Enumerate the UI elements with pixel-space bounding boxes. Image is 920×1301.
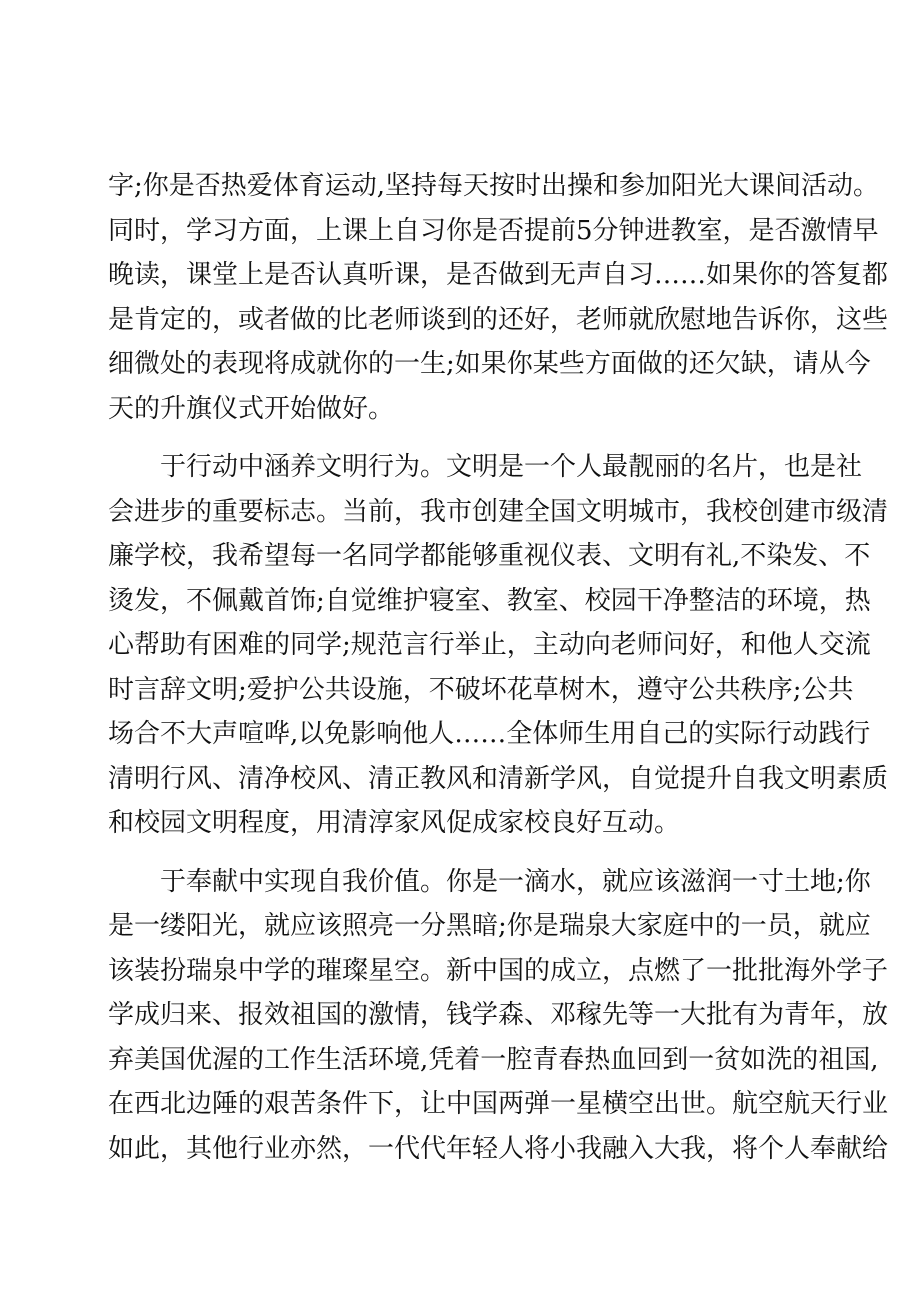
paragraph-gap bbox=[108, 431, 820, 445]
text-line: 场合不大声喧哗,以免影响他人……全体师生用自己的实际行动践行 bbox=[108, 719, 871, 749]
text-line: 是肯定的，或者做的比老师谈到的还好，老师就欣慰地告诉你，这些 bbox=[108, 304, 889, 335]
text-line: 字;你是否热爱体育运动,坚持每天按时出操和参加阳光大课间活动。 bbox=[108, 171, 880, 201]
paragraph-gap bbox=[108, 846, 820, 860]
text-line: 会进步的重要标志。当前，我市创建全国文明城市，我校创建市级清 bbox=[108, 496, 889, 527]
paragraph-3 bbox=[108, 860, 889, 1172]
text-line: 于行动中涵养文明行为。文明是一个人最靓丽的名片，也是社 bbox=[108, 452, 863, 482]
text-line: 烫发，不佩戴首饰;自觉维护寝室、教室、校园干净整洁的环境，热 bbox=[108, 585, 871, 616]
text-line: 弃美国优渥的工作生活环境,凭着一腔青春热血回到一贫如洗的祖国, bbox=[108, 1044, 879, 1075]
text-line: 时言辞文明;爱护公共设施，不破坏花草树木，遵守公共秩序;公共 bbox=[108, 674, 854, 705]
text-line: 在西北边陲的艰苦条件下，让中国两弹一星横空出世。航空航天行业 bbox=[108, 1089, 889, 1119]
text-line: 学成归来、报效祖国的激情，钱学森、邓稼先等一大批有为青年，放 bbox=[108, 1000, 889, 1030]
body-text bbox=[108, 164, 889, 1171]
paragraph-2 bbox=[108, 445, 889, 846]
text-line: 于奉献中实现自我价值。你是一滴水，就应该滋润一寸土地;你 bbox=[108, 866, 871, 897]
text-line: 如此，其他行业亦然，一代代年轻人将小我融入大我，将个人奉献给 bbox=[108, 1133, 889, 1164]
text-line: 心帮助有困难的同学;规范言行举止，主动向老师问好，和他人交流 bbox=[108, 630, 871, 660]
text-line: 细微处的表现将成就你的一生;如果你某些方面做的还欠缺，请从今 bbox=[108, 349, 871, 379]
text-line: 和校园文明程度，用清淳家风促成家校良好互动。 bbox=[108, 808, 681, 838]
text-line: 廉学校，我希望每一名同学都能够重视仪表、文明有礼,不染发、不 bbox=[108, 541, 871, 571]
text-line: 晚读，课堂上是否认真听课，是否做到无声自习……如果你的答复都 bbox=[108, 260, 889, 290]
paragraph-1 bbox=[108, 164, 889, 431]
text-line: 天的升旗仪式开始做好。 bbox=[108, 393, 395, 424]
text-line: 同时，学习方面，上课上自习你是否提前5分钟进教室，是否激情早 bbox=[108, 215, 879, 246]
text-line: 是一缕阳光，就应该照亮一分黑暗;你是瑞泉大家庭中的一员，就应 bbox=[108, 911, 871, 941]
text-line: 该装扮瑞泉中学的璀璨星空。新中国的成立，点燃了一批批海外学子 bbox=[108, 955, 889, 986]
text-line: 清明行风、清净校风、清正教风和清新学风，自觉提升自我文明素质 bbox=[108, 763, 889, 794]
